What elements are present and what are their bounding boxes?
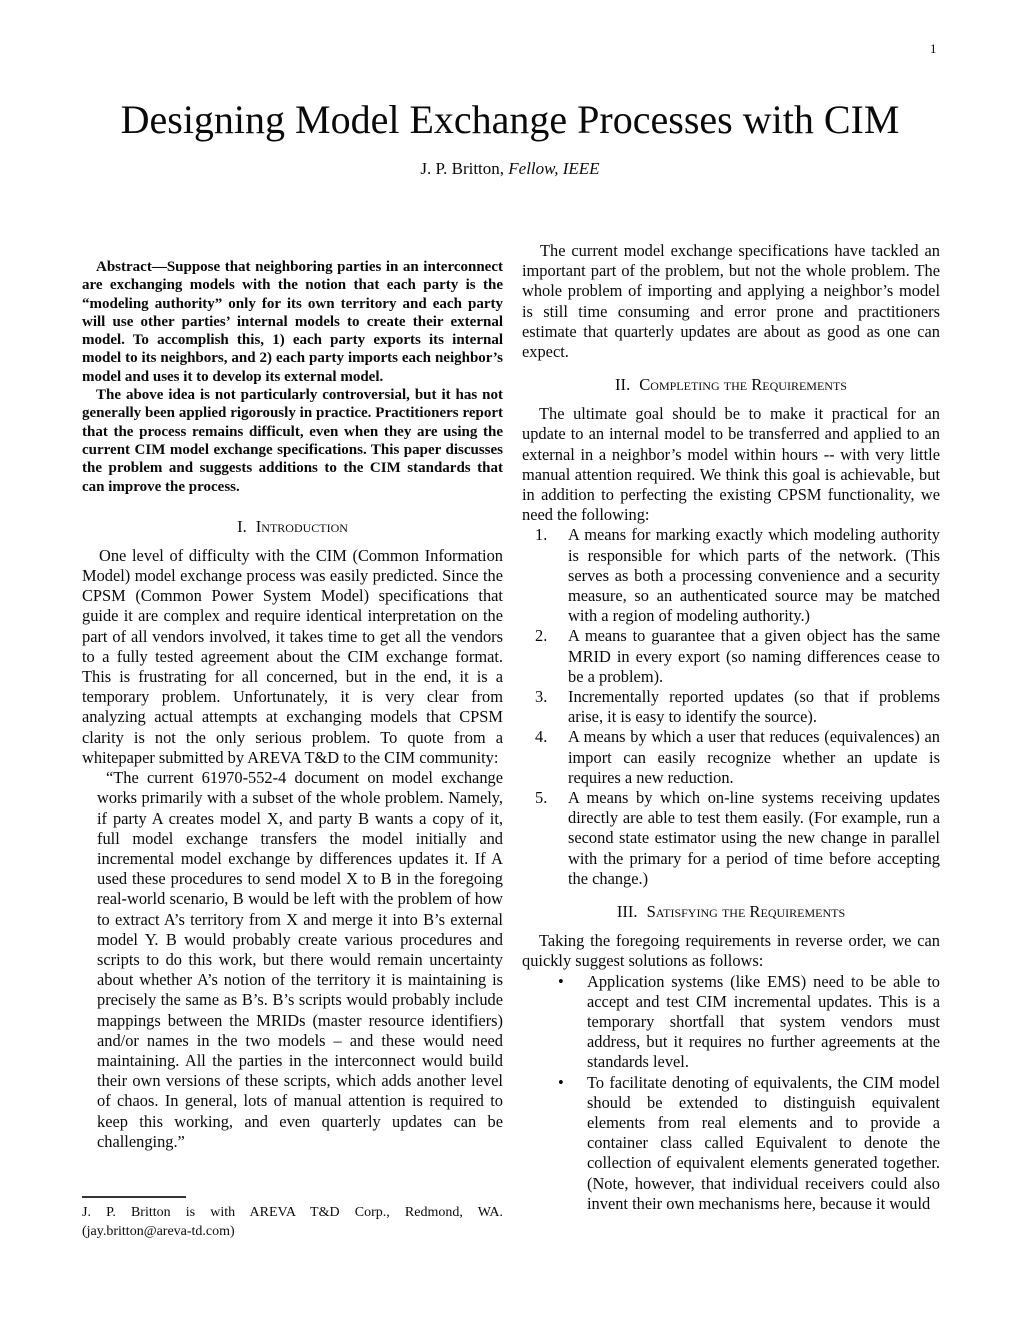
bullet-item-text: Application systems (like EMS) need to be able to accept and test CIM incremental updates. This is a temporary shortfall that system vendors must address, but it requires no further agreements at the standards level. — [587, 971, 940, 1072]
list-item-text: A means by which on-line systems receiving updates directly are able to test them easily. (For example, run a second state estimator using the new change in parallel with the primary for a period of time before accepting the change.) — [568, 788, 940, 888]
author-membership: Fellow, IEEE — [508, 159, 600, 178]
two-column-body — [82, 241, 940, 1214]
section-number: I. — [237, 516, 247, 536]
list-item-number: 3. — [535, 687, 548, 707]
abstract-paragraph-1: Abstract—Suppose that neighboring parties in an interconnect are exchanging models with the notion that each party is the “modeling authority” only for its own territory and each party will use other parties’ internal models to create their external model. To accomplish this, 1) each party exports its internal model to its neighbors, and 2) each party imports each neighbor’s model and uses it to develop its external model. — [82, 259, 503, 385]
list-item — [522, 626, 940, 687]
list-item-number: 1. — [535, 525, 548, 545]
footnote-affiliation: J. P. Britton is with AREVA T&D Corp., Redmond, WA. — [82, 1205, 503, 1220]
whitepaper-quote: “The current 61970-552-4 document on model exchange works primarily with a subset of the whole problem. Namely, if party A creates model X, and party B wants a copy of it, full model exchange transfers the model initially and incremental model exchange by differences updates it. If A used these procedures to send model X to B in the foregoing real-world scenario, B would be left with the problem of how to extract A’s territory from X and merge it into B’s external model Y. B would probably create various procedures and scripts to do this work, but there would remain uncertainty about whether A’s notion of the territory it is maintaining is precisely the same as B’s. B’s scripts would probably include mappings between the MRIDs (master resource identifiers) and/or names in the two models – and these would need maintaining. All the parties in the interconnect would build their own versions of these scripts, which adds another level of chaos. In general, lots of manual attention is required to keep this working, and even quarterly updates can be challenging.” — [97, 768, 503, 1151]
footnote-email: (jay.britton@areva-td.com) — [82, 1224, 235, 1239]
author-footnote — [82, 1196, 503, 1241]
list-item — [522, 788, 940, 889]
list-item — [522, 525, 940, 626]
list-item-number: 2. — [535, 626, 548, 646]
bullet-icon: • — [558, 1072, 564, 1092]
list-item — [522, 727, 940, 788]
list-item-text: Incrementally reported updates (so that if problems arise, it is easy to identify the source). — [568, 687, 940, 727]
list-item-text: A means by which a user that reduces (equivalences) an import can easily recognize whether an update is requires a new reduction. — [568, 727, 940, 787]
section-number: II. — [615, 375, 631, 395]
paper-title: Designing Model Exchange Processes with CIM — [120, 97, 900, 142]
section-title: Introduction — [255, 516, 348, 536]
bullet-item — [522, 1073, 940, 1214]
bullet-item-text: To facilitate denoting of equivalents, the CIM model should be extended to distinguish equivalent elements from real elements and to provide a container class called Equivalent to denote the collection of equivalent elements generated together. (Note, however, that individual receivers could also invent their own mechanisms here, because it would — [587, 1072, 940, 1213]
section-title: Completing the Requirements — [639, 375, 847, 395]
completing-requirements-paragraph: The ultimate goal should be to make it practical for an update to an internal model to be transferred and applied to an external in a neighbor’s model within hours -- with very little manual attention required. We think this goal is achievable, but in addition to perfecting the existing CPSM functionality, we need the following: — [522, 404, 940, 525]
right-column — [522, 241, 940, 1214]
page-number: 1 — [930, 41, 937, 56]
bullet-item — [522, 972, 940, 1073]
introduction-paragraph: One level of difficulty with the CIM (Common Information Model) model exchange process was easily predicted. Since the CPSM (Common Power System Model) specifications that guide it are complex and require identical interpretation on the part of all vendors involved, it takes time to get all the vendors to a fully tested agreement about the CIM exchange format. This is frustrating for all concerned, but in the end, it is a temporary problem. Unfortunately, it is very clear from analyzing actual attempts at exchanging models that CPSM clarity is not the only serious problem. To quote from a whitepaper submitted by AREVA T&D to the CIM community: — [82, 545, 503, 767]
section-heading-completing-requirements — [522, 375, 940, 395]
list-item — [522, 687, 940, 727]
section-number: III. — [616, 902, 638, 922]
solutions-bullet-list — [522, 972, 940, 1214]
author-line — [0, 158, 1020, 179]
list-item-text: A means for marking exactly which modeling authority is responsible for which parts of the network. (This serves as both a processing convenience and a security measure, so an authenticated source may be matched with a region of modeling authority.) — [568, 525, 940, 626]
abstract-paragraph-2: The above idea is not particularly controversial, but it has not generally been applied rigorously in practice. Practitioners report that the process remains difficult, even when they are using the current CIM model exchange specifications. This paper discusses the problem and suggests additions to the CIM standards that can improve the process. — [82, 387, 503, 495]
list-item-number: 4. — [535, 727, 548, 747]
section-heading-satisfying-requirements — [522, 902, 940, 922]
list-item-text: A means to guarantee that a given object has the same MRID in every export (so naming differences cease to be a problem). — [568, 626, 940, 686]
section-title: Satisfying the Requirements — [646, 902, 846, 922]
section-heading-introduction — [82, 517, 503, 537]
left-column — [82, 241, 503, 1214]
bullet-icon: • — [558, 971, 564, 991]
introduction-paragraph-continued: The current model exchange specifications have tackled an important part of the problem, but not the whole problem. The whole problem of importing and applying a neighbor’s model is still time consuming and error prone and practitioners estimate that quarterly updates are about as good as one can expect. — [522, 241, 940, 362]
footnote-rule — [82, 1196, 186, 1198]
satisfying-requirements-paragraph: Taking the foregoing requirements in reverse order, we can quickly suggest solutions as follows: — [522, 931, 940, 971]
author-name: J. P. Britton, — [420, 159, 509, 178]
abstract-block — [82, 258, 503, 496]
requirements-numbered-list — [522, 525, 940, 889]
list-item-number: 5. — [535, 788, 548, 808]
